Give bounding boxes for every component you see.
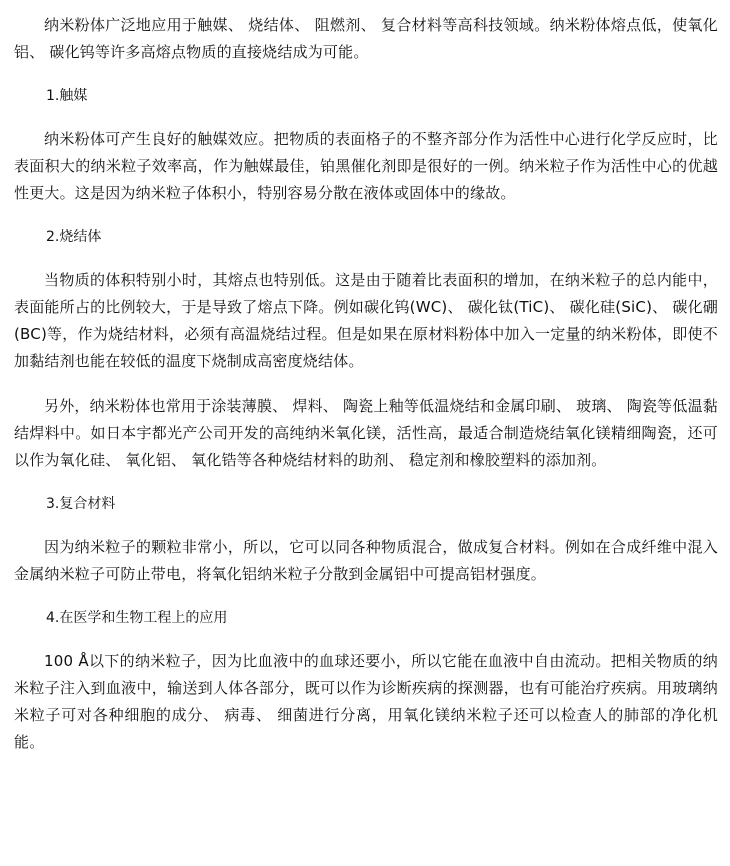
catalyst-paragraph: 纳米粉体可产生良好的触媒效应。把物质的表面格子的不整齐部分作为活性中心进行化学反应时，比表面积大的纳米粒子效率高，作为触媒最佳，铂黑催化剂即是很好的一例。纳米粒子作为活性中心的优越性更大。这是因为纳米粒子体积小，特别容易分散在液体或固体中的缘故。 [14,130,718,202]
section-heading-medical-bioengineering: 4.在医学和生物工程上的应用 [46,610,228,626]
intro-paragraph: 纳米粉体广泛地应用于触媒、 烧结体、 阻燃剂、 复合材料等高科技领域。纳米粉体熔点低，使氧化铝、 碳化钨等许多高熔点物质的直接烧结成为可能。 [14,16,718,61]
composite-materials-paragraph: 因为纳米粒子的颗粒非常小，所以，它可以同各种物质混合，做成复合材料。例如在合成纤维中混入金属纳米粒子可防止带电，将氧化铝纳米粒子分散到金属铝中可提高铝材强度。 [14,538,718,583]
sintered-body-paragraph-2: 另外，纳米粉体也常用于涂装薄膜、 焊料、 陶瓷上釉等低温烧结和金属印刷、 玻璃、 陶瓷等低温黏结焊料中。如日本宇都光产公司开发的高纯纳米氧化镁，活性高，最适合制造烧结氧化镁精细陶瓷，还可以作为氧化硅、 氧化铝、 氧化锆等各种烧结材料的助剂、 稳定剂和橡胶塑料的添加剂。 [14,397,718,469]
sintered-body-paragraph-1: 当物质的体积特别小时，其熔点也特别低。这是由于随着比表面积的增加，在纳米粒子的总内能中，表面能所占的比例较大，于是导致了熔点下降。例如碳化钨(WC)、 碳化钛(TiC)、 碳化硅(SiC)、 碳化硼(BC)等，作为烧结材料，必须有高温烧结过程。但是如果在原材料粉体中加入一定量的纳米粉体，即使不加黏结剂也能在较低的温度下烧制成高密度烧结体。 [14,271,718,370]
article-body [14,12,718,774]
section-heading-sintered-body: 2.烧结体 [46,229,102,245]
section-heading-composite-materials: 3.复合材料 [46,496,116,512]
section-heading-catalyst: 1.触媒 [46,88,88,104]
medical-bioengineering-paragraph: 100 Å以下的纳米粒子，因为比血液中的血球还要小，所以它能在血液中自由流动。把相关物质的纳米粒子注入到血液中，输送到人体各部分，既可以作为诊断疾病的探测器，也有可能治疗疾病。用玻璃纳米粒子可对各种细胞的成分、 病毒、 细菌进行分离，用氧化镁纳米粒子还可以检查人的肺部的净化机能。 [14,652,718,751]
